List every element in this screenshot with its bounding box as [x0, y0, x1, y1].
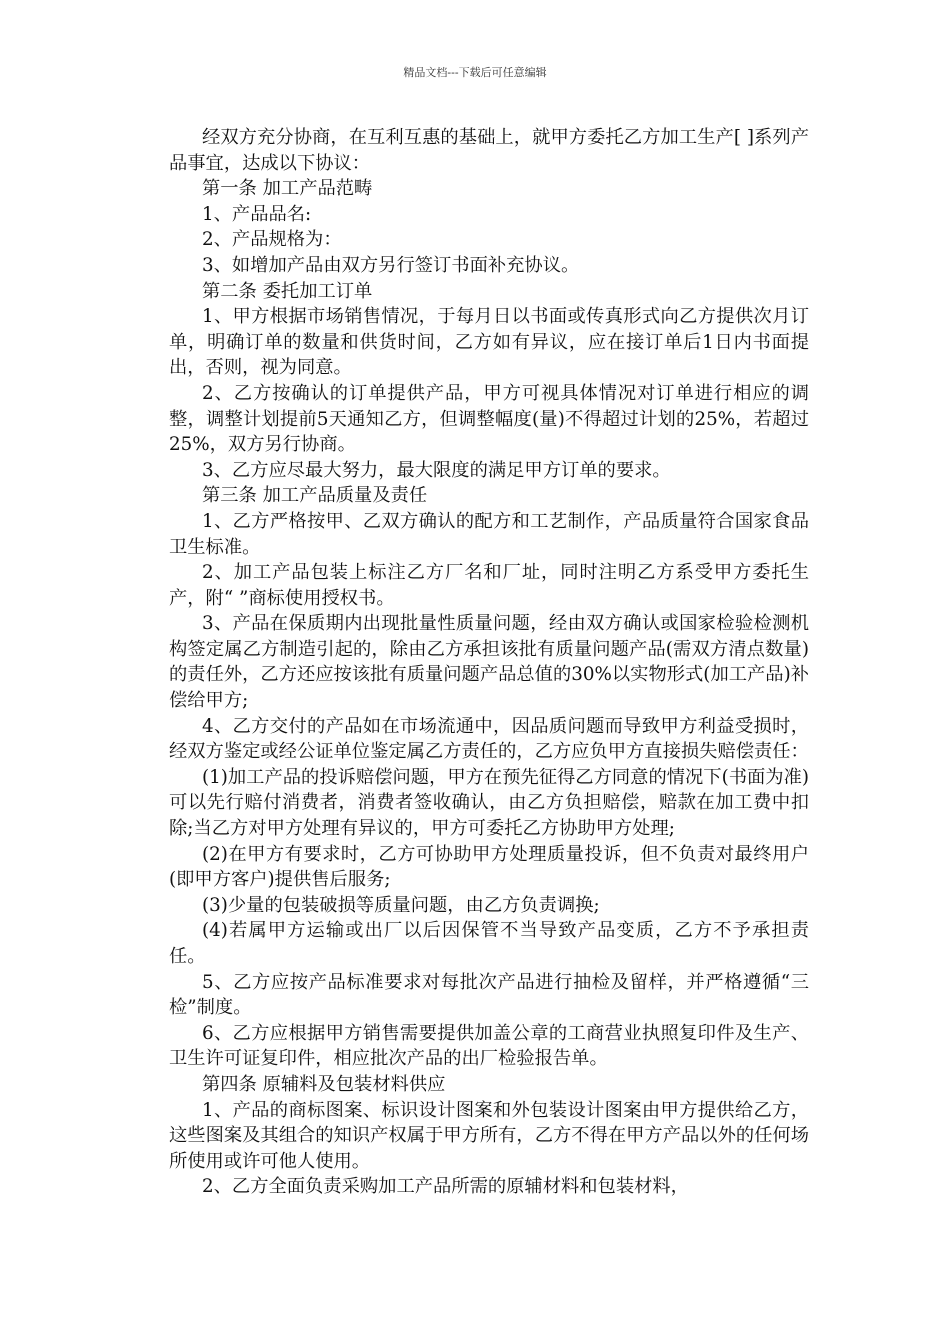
- section-heading-3: 第三条 加工产品质量及责任: [202, 485, 428, 507]
- paragraph: 1、乙方严格按甲、乙双方确认的配方和工艺制作，产品质量符合国家食品卫生标准。: [169, 510, 809, 558]
- paragraph: 3、如增加产品由双方另行签订书面补充协议。: [202, 254, 580, 276]
- paragraph: 1、产品品名:: [202, 203, 312, 225]
- paragraph: (1)加工产品的投诉赔偿问题，甲方在预先征得乙方同意的情况下(书面为准)可以先行赔付消费者，消费者签收确认，由乙方负担赔偿，赔款在加工费中扣除;当乙方对甲方处理有异议的，甲方可委托乙方协助甲方处理;: [169, 766, 809, 840]
- paragraph: 2、加工产品包装上标注乙方厂名和厂址，同时注明乙方系受甲方委托生产，附“ ”商标使用授权书。: [169, 562, 809, 609]
- paragraph: 1、产品的商标图案、标识设计图案和外包装设计图案由甲方提供给乙方，这些图案及其组合的知识产权属于甲方所有，乙方不得在甲方产品以外的任何场所使用或许可他人使用。: [169, 1099, 809, 1172]
- paragraph: 2、乙方全面负责采购加工产品所需的原辅材料和包装材料，: [202, 1176, 689, 1198]
- paragraph: (4)若属甲方运输或出厂以后因保管不当导致产品变质，乙方不予承担责任。: [169, 920, 809, 967]
- paragraph: 2、乙方按确认的订单提供产品，甲方可视具体情况对订单进行相应的调整，调整计划提前5天通知乙方，但调整幅度(量)不得超过计划的25%，若超过25%，双方另行协商。: [169, 382, 809, 456]
- paragraph: 3、乙方应尽最大努力，最大限度的满足甲方订单的要求。: [202, 459, 671, 481]
- paragraph: 3、产品在保质期内出现批量性质量问题，经由双方确认或国家检验检测机构签定属乙方制造引起的，除由乙方承担该批有质量问题产品(需双方清点数量)的责任外，乙方还应按该批有质量问题产品总值的30%以实物形式(加工产品)补偿给甲方;: [169, 613, 809, 712]
- paragraph: (2)在甲方有要求时，乙方可协助甲方处理质量投诉，但不负责对最终用户(即甲方客户)提供售后服务;: [169, 843, 809, 891]
- section-heading-2: 第二条 委托加工订单: [202, 280, 373, 302]
- paragraph: (3)少量的包装破损等质量问题，由乙方负责调换;: [202, 894, 600, 916]
- section-heading-1: 第一条 加工产品范畴: [202, 178, 373, 200]
- page-header: 精品文档---下载后可任意编辑: [403, 66, 547, 79]
- paragraph: 6、乙方应根据甲方销售需要提供加盖公章的工商营业执照复印件及生产、卫生许可证复印件，相应批次产品的出厂检验报告单。: [169, 1022, 809, 1070]
- paragraph: 2、产品规格为：: [202, 229, 342, 251]
- paragraph: 5、乙方应按产品标准要求对每批次产品进行抽检及留样，并严格遵循“三检”制度。: [169, 971, 809, 1019]
- paragraph-intro: 经双方充分协商，在互利互惠的基础上，就甲方委托乙方加工生产[ ]系列产品事宜，达成以下协议：: [169, 127, 809, 174]
- document-body: [169, 125, 809, 1200]
- paragraph: 4、乙方交付的产品如在市场流通中，因品质问题而导致甲方利益受损时，经双方鉴定或经公证单位鉴定属乙方责任的，乙方应负甲方直接损失赔偿责任：: [169, 715, 809, 763]
- paragraph: 1、甲方根据市场销售情况，于每月日以书面或传真形式向乙方提供次月订单，明确订单的数量和供货时间，乙方如有异议，应在接订单后1日内书面提出，否则，视为同意。: [169, 306, 809, 379]
- section-heading-4: 第四条 原辅料及包装材料供应: [202, 1073, 446, 1095]
